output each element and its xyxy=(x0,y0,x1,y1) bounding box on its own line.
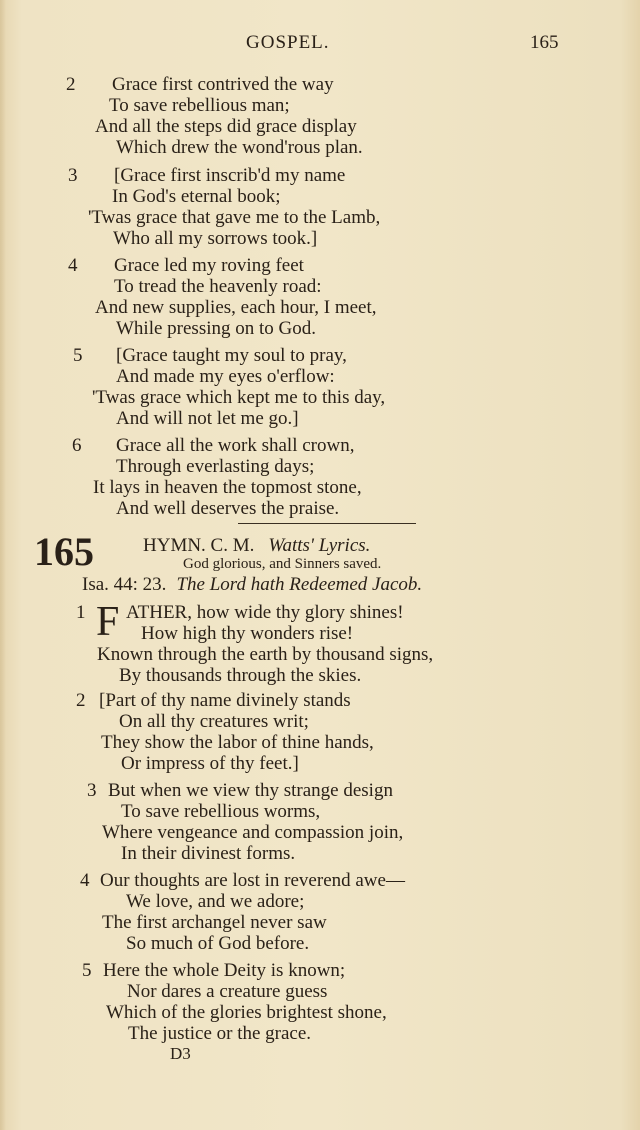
scripture-title: The Lord hath Redeemed Jacob. xyxy=(176,574,423,595)
verse-line: In their divinest forms. xyxy=(121,843,296,864)
scripture-line xyxy=(82,574,422,596)
verse-line: Where vengeance and compassion join, xyxy=(102,822,404,843)
hymn-heading xyxy=(143,535,370,557)
verse-line: Grace led my roving feet xyxy=(114,255,304,276)
verse-line: By thousands through the skies. xyxy=(119,665,362,686)
hymn-attribution: Watts' Lyrics. xyxy=(268,535,371,556)
verse-line: And will not let me go.] xyxy=(116,408,299,429)
section-divider xyxy=(238,523,416,524)
stanza-number: 3 xyxy=(68,165,78,186)
verse-line: And new supplies, each hour, I meet, xyxy=(95,297,377,318)
stanza-number: 5 xyxy=(82,960,92,981)
verse-line: Who all my sorrows took.] xyxy=(113,228,318,249)
stanza-number: 4 xyxy=(80,870,90,891)
verse-line: How high thy wonders rise! xyxy=(141,623,354,644)
verse-line: To tread the heavenly road: xyxy=(114,276,322,297)
verse-line: Known through the earth by thousand signs, xyxy=(97,644,434,665)
verse-line: Here the whole Deity is known; xyxy=(103,960,346,981)
hymn-subtitle: God glorious, and Sinners saved. xyxy=(183,556,382,572)
verse-line: In God's eternal book; xyxy=(112,186,281,207)
page-number: 165 xyxy=(530,32,559,53)
verse-line: 'Twas grace that gave me to the Lamb, xyxy=(88,207,381,228)
verse-line: Through everlasting days; xyxy=(116,456,315,477)
verse-line: ATHER, how wide thy glory shines! xyxy=(126,602,404,623)
verse-line: To save rebellious man; xyxy=(109,95,290,116)
verse-line: [Grace taught my soul to pray, xyxy=(116,345,347,366)
running-head xyxy=(0,32,640,58)
verse-line: We love, and we adore; xyxy=(126,891,305,912)
stanza-number: 4 xyxy=(68,255,78,276)
verse-line: Which of the glories brightest shone, xyxy=(106,1002,387,1023)
running-head-title: GOSPEL. xyxy=(246,32,330,53)
verse-line: 'Twas grace which kept me to this day, xyxy=(92,387,386,408)
verse-line: But when we view thy strange design xyxy=(108,780,393,801)
stanza-number: 2 xyxy=(76,690,86,711)
verse-line: Or impress of thy feet.] xyxy=(121,753,299,774)
verse-line: Our thoughts are lost in reverend awe— xyxy=(100,870,405,891)
verse-line: Nor dares a creature guess xyxy=(127,981,328,1002)
stanza-number: 5 xyxy=(73,345,83,366)
verse-line: Which drew the wond'rous plan. xyxy=(116,137,363,158)
verse-line: The first archangel never saw xyxy=(102,912,327,933)
verse-line: While pressing on to God. xyxy=(116,318,317,339)
signature-mark: D3 xyxy=(170,1044,191,1063)
stanza-number: 6 xyxy=(72,435,82,456)
page-edge-shadow xyxy=(0,0,6,1130)
verse-line: To save rebellious worms, xyxy=(121,801,321,822)
verse-line: So much of God before. xyxy=(126,933,310,954)
verse-line: Grace all the work shall crown, xyxy=(116,435,355,456)
verse-line: They show the labor of thine hands, xyxy=(101,732,374,753)
drop-cap: F xyxy=(96,599,120,645)
scripture-reference: Isa. 44: 23. xyxy=(82,574,167,595)
verse-line: The justice or the grace. xyxy=(128,1023,312,1044)
hymn-number: 165 xyxy=(34,529,94,574)
verse-line: [Grace first inscrib'd my name xyxy=(114,165,346,186)
verse-line: And all the steps did grace display xyxy=(95,116,357,137)
stanza-number: 1 xyxy=(76,602,86,623)
verse-line: [Part of thy name divinely stands xyxy=(99,690,351,711)
stanza-number: 3 xyxy=(87,780,97,801)
hymn-meter: HYMN. C. M. xyxy=(143,535,255,556)
verse-line: And well deserves the praise. xyxy=(116,498,340,519)
verse-line: Grace first contrived the way xyxy=(112,74,334,95)
verse-line: On all thy creatures writ; xyxy=(119,711,309,732)
verse-line: And made my eyes o'erflow: xyxy=(116,366,335,387)
verse-line: It lays in heaven the topmost stone, xyxy=(93,477,362,498)
stanza-number: 2 xyxy=(66,74,76,95)
